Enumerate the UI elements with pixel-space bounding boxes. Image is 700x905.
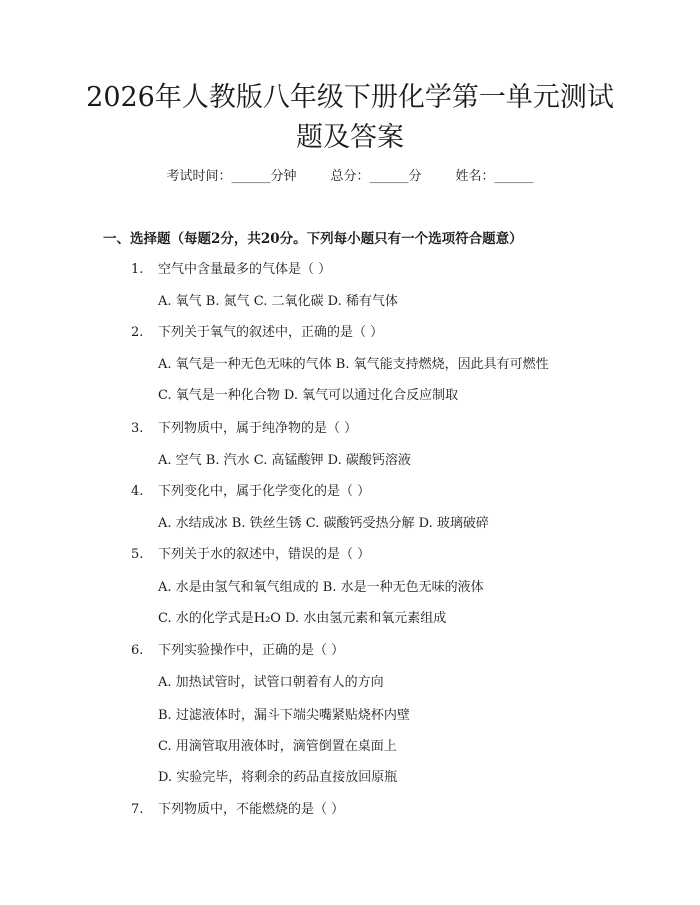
question-4-options: A. 水结成冰 B. 铁丝生锈 C. 碳酸钙受热分解 D. 玻璃破碎 xyxy=(158,516,489,531)
question-5-options-line-2: C. 水的化学式是H₂O D. 水由氢元素和氧元素组成 xyxy=(158,611,447,626)
question-3 xyxy=(131,419,357,439)
question-1-options: A. 氧气 B. 氮气 C. 二氧化碳 D. 稀有气体 xyxy=(158,294,398,309)
question-text: 空气中含量最多的气体是（ ） xyxy=(158,262,332,277)
question-number: 4. xyxy=(131,484,144,499)
question-text: 下列物质中，属于纯净物的是（ ） xyxy=(158,421,358,436)
question-3-options: A. 空气 B. 汽水 C. 高锰酸钾 D. 碳酸钙溶液 xyxy=(158,453,411,468)
page-title xyxy=(0,78,700,158)
question-text: 下列实验操作中，正确的是（ ） xyxy=(158,643,345,658)
question-7 xyxy=(131,800,344,820)
question-5 xyxy=(131,545,370,565)
section-heading: 一、选择题（每题2分，共20分。下列每小题只有一个选项符合题意） xyxy=(103,231,523,247)
question-text: 下列关于氧气的叙述中，正确的是（ ） xyxy=(158,325,384,340)
title-line-1: 2026年人教版八年级下册化学第一单元测试 xyxy=(86,82,614,113)
exam-time: 考试时间：______分钟 xyxy=(166,169,297,184)
question-6 xyxy=(131,641,344,661)
question-6-option-b: B. 过滤液体时，漏斗下端尖嘴紧贴烧杯内壁 xyxy=(158,708,410,723)
exam-meta xyxy=(0,167,700,187)
question-2 xyxy=(131,323,383,343)
question-text: 下列变化中，属于化学变化的是（ ） xyxy=(158,484,371,499)
question-2-options-line-2: C. 氧气是一种化合物 D. 氧气可以通过化合反应制取 xyxy=(158,388,459,403)
question-1 xyxy=(131,260,331,280)
title-line-2: 题及答案 xyxy=(296,122,404,153)
question-number: 5. xyxy=(131,547,144,562)
question-text: 下列物质中，不能燃烧的是（ ） xyxy=(158,802,345,817)
question-2-options-line-1: A. 氧气是一种无色无味的气体 B. 氧气能支持燃烧，因此具有可燃性 xyxy=(158,357,549,372)
question-6-option-a: A. 加热试管时，试管口朝着有人的方向 xyxy=(158,675,384,690)
question-text: 下列关于水的叙述中，错误的是（ ） xyxy=(158,547,371,562)
question-number: 6. xyxy=(131,643,144,658)
question-6-option-d: D. 实验完毕，将剩余的药品直接放回原瓶 xyxy=(158,770,398,785)
question-6-option-c: C. 用滴管取用液体时，滴管倒置在桌面上 xyxy=(158,739,397,754)
question-number: 2. xyxy=(131,325,144,340)
question-5-options-line-1: A. 水是由氢气和氧气组成的 B. 水是一种无色无味的液体 xyxy=(158,580,484,595)
question-number: 3. xyxy=(131,421,144,436)
exam-total-score: 总分：______分 xyxy=(330,169,422,184)
student-name: 姓名：______ xyxy=(455,169,534,184)
question-4 xyxy=(131,482,370,502)
question-number: 7. xyxy=(131,802,144,817)
question-number: 1. xyxy=(131,262,144,277)
